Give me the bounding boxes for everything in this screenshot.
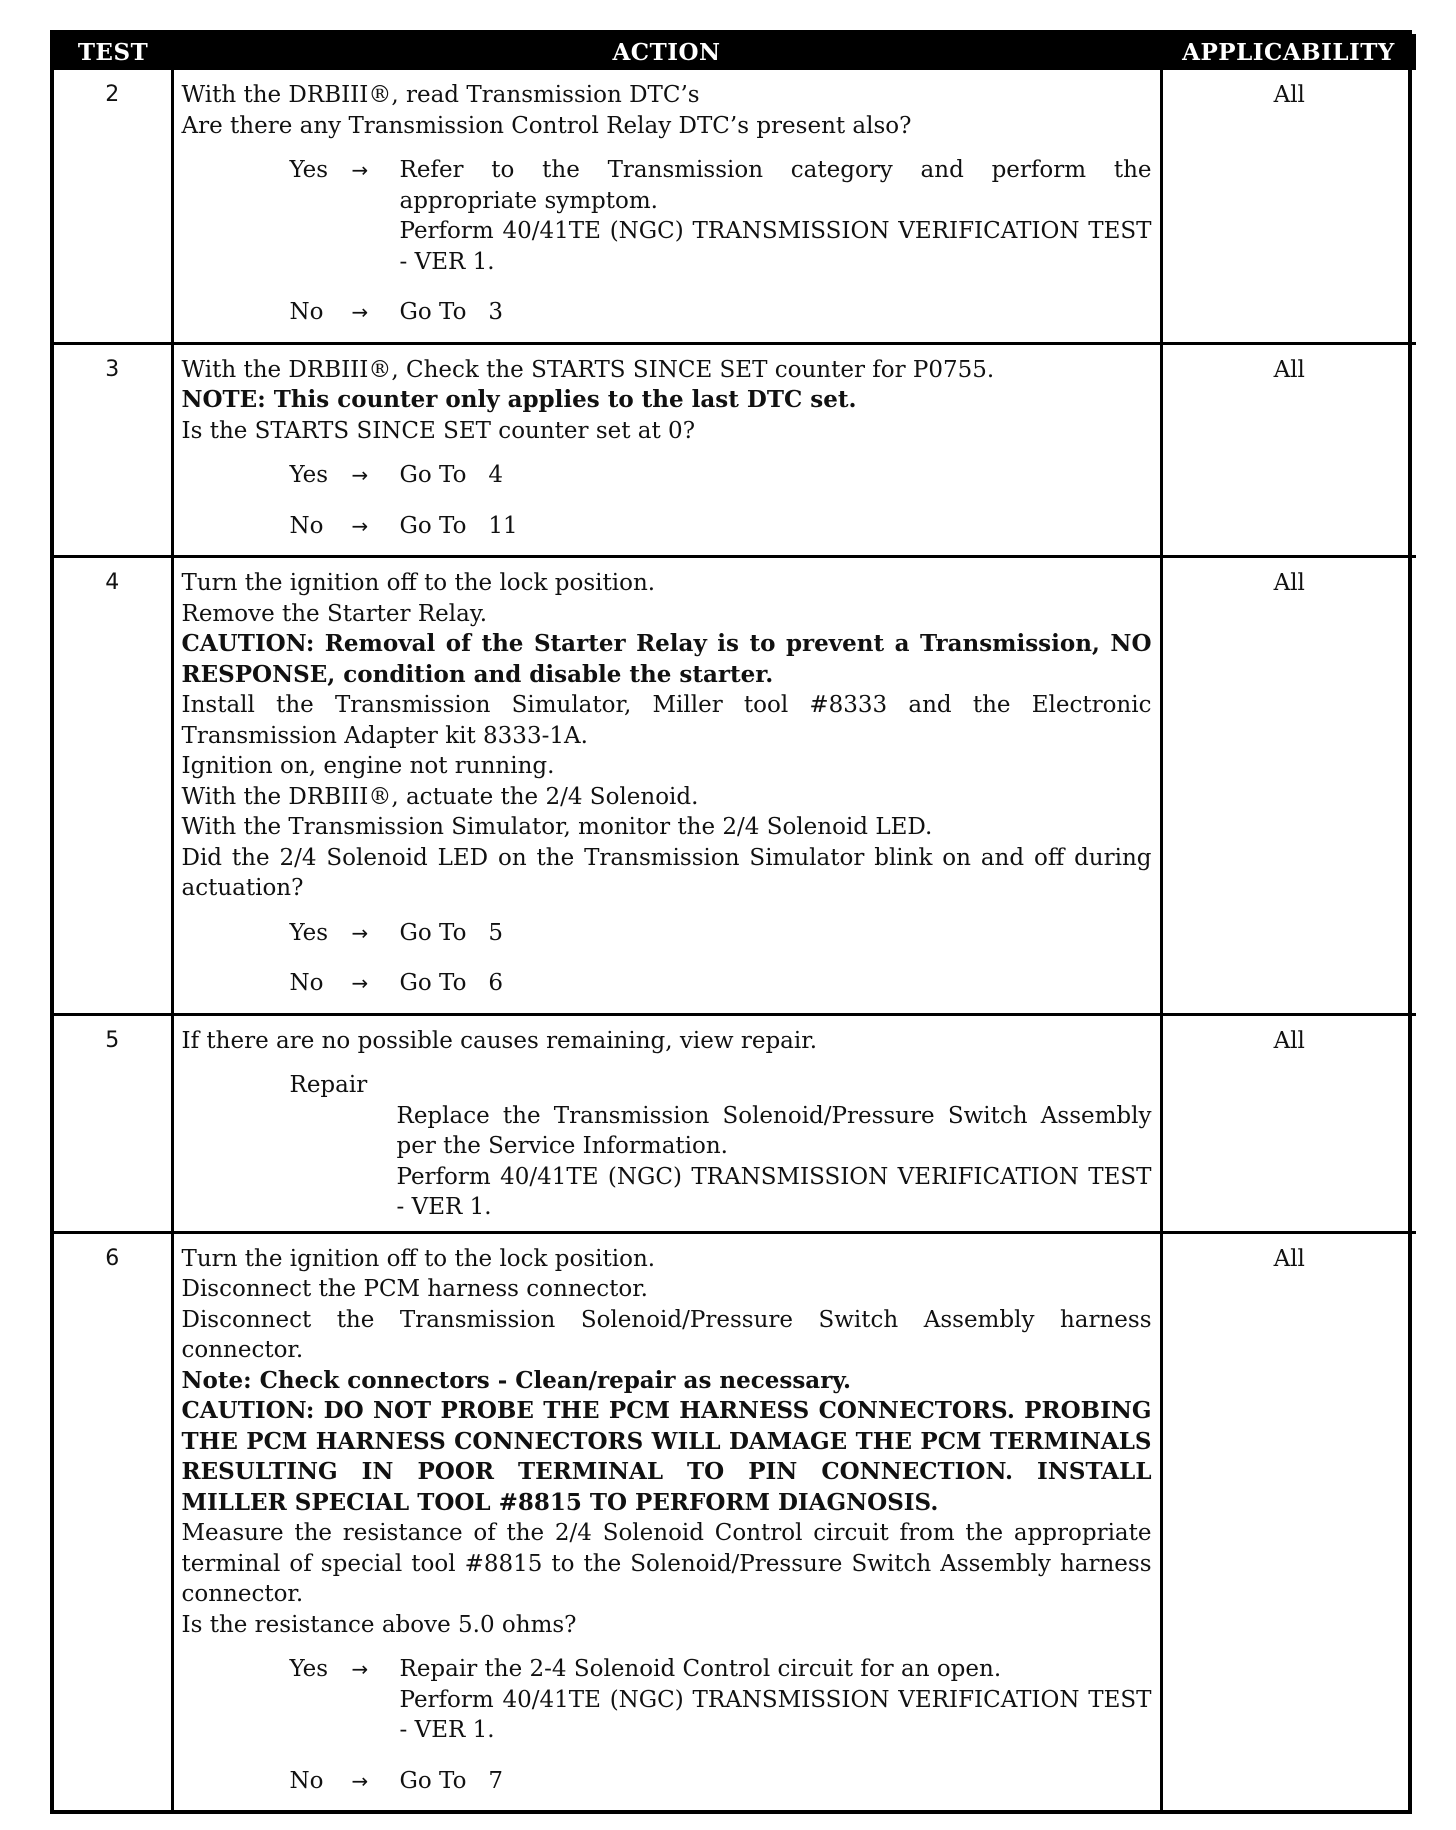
outcome-label: Yes	[289, 157, 329, 183]
goto-link[interactable]: Go To 4	[399, 462, 503, 488]
action-line: With the DRBIII®, actuate the 2/4 Solenoid.	[181, 783, 699, 810]
arrow-right-icon: →	[351, 513, 369, 538]
goto-link[interactable]: Go To 3	[399, 299, 503, 325]
header-test: TEST	[54, 34, 172, 70]
arrow-right-icon: →	[351, 300, 369, 324]
applicability: All	[1161, 557, 1416, 1015]
action-cell	[172, 343, 1161, 557]
outcome-label: No	[289, 299, 324, 325]
action-line: If there are no possible causes remaining, view repair.	[181, 1027, 818, 1054]
test-number: 3	[54, 343, 172, 557]
action-line: Disconnect the PCM harness connector.	[181, 1276, 648, 1302]
applicability: All	[1161, 1014, 1416, 1232]
result-line: Perform 40/41TE (NGC) TRANSMISSION VERIFICATION TEST - VER 1.	[399, 1686, 1152, 1743]
action-cell	[172, 1014, 1161, 1232]
repair-label: Repair	[289, 1072, 368, 1098]
outcome-label: Yes	[289, 1656, 329, 1682]
goto-link[interactable]: Go To 11	[399, 512, 518, 539]
action-cell	[172, 557, 1161, 1015]
applicability: All	[1161, 1232, 1416, 1810]
outcome-yes	[290, 1654, 1152, 1746]
action-line: Did the 2/4 Solenoid LED on the Transmission Simulator blink on and off during actuation?	[181, 844, 1152, 901]
outcome-label: Yes	[289, 462, 329, 488]
arrow-right-icon: →	[351, 971, 369, 995]
arrow-right-icon: →	[351, 158, 369, 182]
header-applicability: APPLICABILITY	[1161, 34, 1416, 70]
outcome-yes	[290, 155, 1152, 277]
action-line: With the DRBIII®, read Transmission DTC’s	[181, 82, 700, 108]
note-text: NOTE: This counter only applies to the last DTC set.	[181, 386, 857, 413]
caution-text: CAUTION: Removal of the Starter Relay is to prevent a Transmission, NO RESPONSE, condition and disable the starter.	[181, 630, 1152, 688]
header-action: ACTION	[172, 34, 1161, 70]
table-row	[54, 1014, 1416, 1232]
test-table	[54, 34, 1416, 1810]
outcome-label: No	[289, 512, 324, 539]
outcomes	[182, 918, 1152, 999]
outcome-yes	[290, 460, 1152, 491]
test-number: 2	[54, 70, 172, 343]
table-row	[54, 70, 1416, 343]
repair-line: Replace the Transmission Solenoid/Pressure Switch Assembly per the Service Information.	[396, 1102, 1152, 1159]
action-cell	[172, 1232, 1161, 1810]
action-line: Measure the resistance of the 2/4 Solenoid Control circuit from the appropriate terminal of special tool #8815 to the Solenoid/Pressure Switch Assembly harness connector.	[181, 1520, 1152, 1607]
table-header-row	[54, 34, 1416, 70]
table-row	[54, 343, 1416, 557]
action-line: Is the STARTS SINCE SET counter set at 0?	[181, 417, 696, 444]
arrow-right-icon: →	[351, 1657, 369, 1681]
arrow-right-icon: →	[351, 920, 369, 945]
result-line: Refer to the Transmission category and perform the appropriate symptom.	[399, 157, 1152, 214]
outcomes	[182, 460, 1152, 541]
table-row	[54, 1232, 1416, 1810]
action-line: Disconnect the Transmission Solenoid/Pressure Switch Assembly harness connector.	[181, 1306, 1152, 1363]
applicability: All	[1161, 343, 1416, 557]
repair-line: Perform 40/41TE (NGC) TRANSMISSION VERIFICATION TEST - VER 1.	[396, 1163, 1152, 1220]
diagnostic-procedure-table	[50, 30, 1412, 1814]
outcome-no	[290, 1766, 1152, 1797]
outcomes	[182, 155, 1152, 328]
action-line: Are there any Transmission Control Relay DTC’s present also?	[181, 112, 912, 139]
repair-block	[290, 1070, 1152, 1223]
goto-link[interactable]: Go To 6	[399, 970, 503, 996]
outcome-result	[400, 155, 1152, 277]
outcome-label: Yes	[289, 919, 329, 946]
outcome-label: No	[289, 970, 324, 996]
test-number: 6	[54, 1232, 172, 1810]
outcome-yes	[290, 918, 1152, 949]
action-line: Is the resistance above 5.0 ohms?	[181, 1611, 577, 1638]
outcome-no	[290, 511, 1152, 542]
action-cell	[172, 70, 1161, 343]
goto-link[interactable]: Go To 7	[399, 1767, 503, 1794]
outcome-no	[290, 297, 1152, 328]
result-line: Perform 40/41TE (NGC) TRANSMISSION VERIFICATION TEST - VER 1.	[399, 218, 1152, 275]
action-line: Remove the Starter Relay.	[181, 600, 488, 627]
outcome-result	[400, 1654, 1152, 1746]
outcome-no	[290, 968, 1152, 999]
applicability: All	[1161, 70, 1416, 343]
goto-link[interactable]: Go To 5	[399, 919, 503, 946]
action-line: With the DRBIII®, Check the STARTS SINCE SET counter for P0755.	[181, 356, 995, 383]
action-line: Turn the ignition off to the lock position.	[181, 1245, 656, 1272]
action-line: With the Transmission Simulator, monitor the 2/4 Solenoid LED.	[181, 814, 933, 840]
test-number: 4	[54, 557, 172, 1015]
note-text: Note: Check connectors - Clean/repair as necessary.	[181, 1366, 852, 1394]
result-line: Repair the 2-4 Solenoid Control circuit for an open.	[399, 1656, 1002, 1682]
arrow-right-icon: →	[351, 1768, 369, 1793]
action-line: Turn the ignition off to the lock position.	[181, 570, 656, 596]
action-line: Install the Transmission Simulator, Miller tool #8333 and the Electronic Transmission Adapter kit 8333-1A.	[181, 692, 1152, 749]
table-row	[54, 557, 1416, 1015]
caution-text: CAUTION: DO NOT PROBE THE PCM HARNESS CONNECTORS. PROBING THE PCM HARNESS CONNECTORS WILL DAMAGE THE PCM TERMINALS RESULTING IN POOR TERMINAL TO PIN CONNECTION. INSTALL MILLER SPECIAL TOOL #8815 TO PERFORM DIAGNOSIS.	[181, 1397, 1152, 1516]
outcomes	[182, 1654, 1152, 1796]
outcome-label: No	[289, 1767, 324, 1794]
arrow-right-icon: →	[351, 463, 369, 487]
test-number: 5	[54, 1014, 172, 1232]
action-line: Ignition on, engine not running.	[181, 753, 555, 779]
